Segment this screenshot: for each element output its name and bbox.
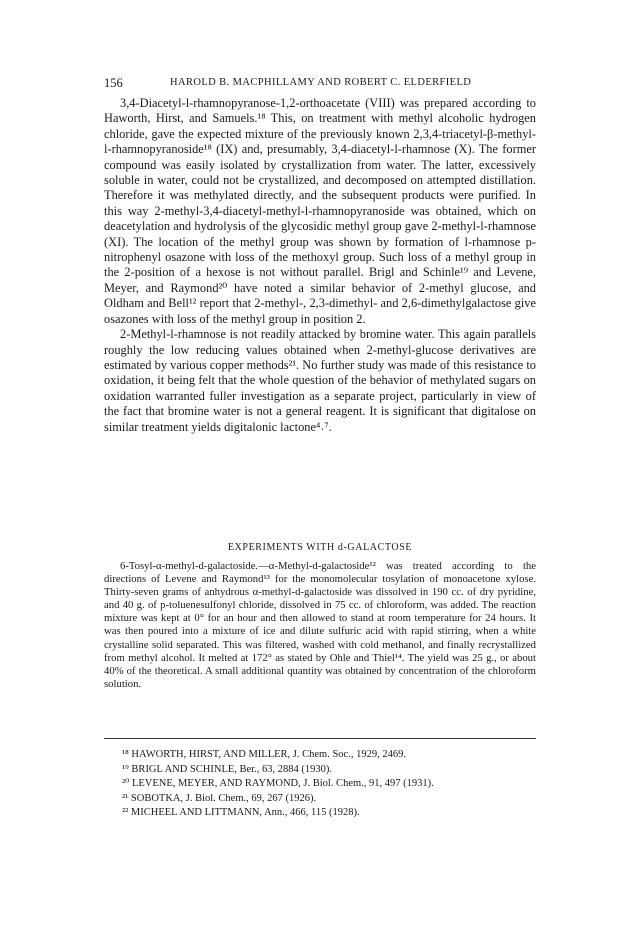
running-title: HAROLD B. MACPHILLAMY AND ROBERT C. ELDERFIELD — [170, 77, 472, 88]
page-number: 156 — [104, 76, 123, 90]
paragraph: 3,4-Diacetyl-l-rhamnopyranose-1,2-orthoacetate (VIII) was prepared according to Haworth, Hirst, and Samuels.¹⁸ This, on treatment with methyl alcoholic hydrogen chloride, gave the expected mixture of the previously known 2,3,4-triacetyl-β-methyl-l-rhamnopyranoside¹⁸ (IX) and, presumably, 3,4-diacetyl-l-rhamnose (X). The former compound was easily isolated by crystallization from water. The latter, excessively soluble in water, could not be crystallized, and decomposed on attempted distillation. Therefore it was methylated directly, and the subsequent products were purified. In this way 2-methyl-3,4-diacetyl-methyl-l-rhamnopyranoside was obtained, which on deacetylation and hydrolysis of the glycosidic methyl group gave 2-methyl-l-rhamnose (XI). The location of the methyl group was shown by formation of l-rhamnose p-nitrophenyl osazone with loss of the methoxyl group. Such loss of a methyl group in the 2-position of a hexose is not without parallel. Brigl and Schinle¹⁹ and Levene, Meyer, and Raymond²⁰ have noted a similar behavior of 2-methyl glucose, and Oldham and Bell¹² report that 2-methyl-, 2,3-dimethyl- and 2,6-dimethylgalactose give osazones with loss of the methyl group in position 2. — [104, 96, 536, 326]
footnote: ¹⁸ HAWORTH, HIRST, AND MILLER, J. Chem. Soc., 1929, 2469. — [122, 749, 406, 760]
footnote: ¹⁹ BRIGL AND SCHINLE, Ber., 63, 2884 (1930). — [122, 763, 332, 775]
footnote: ²⁰ LEVENE, MEYER, AND RAYMOND, J. Biol. Chem., 91, 497 (1931). — [122, 778, 434, 790]
footnote: ²¹ SOBOTKA, J. Biol. Chem., 69, 267 (1926). — [122, 792, 317, 804]
footnote: ²² MICHEEL AND LITTMANN, Ann., 466, 115 (1928). — [122, 807, 360, 819]
experimental-paragraph: 6-Tosyl-α-methyl-d-galactoside.—α-Methyl-d-galactoside¹² was treated according to the directions of Levene and Raymond¹³ for the monomolecular tosylation of monoacetone xylose. Thirty-seven grams of anhydrous α-methyl-d-galactoside was dissolved in 190 cc. of dry pyridine, and 40 g. of p-toluenesulfonyl chloride, dissolved in 75 cc. of chloroform, was added. The reaction mixture was kept at 0° for an hour and then allowed to stand at room temperature for 24 hours. It was then poured into a mixture of ice and dilute sulfuric acid with rapid stirring, when a white crystalline solid separated. This was filtered, washed with cold methanol, and finally recrystallized from methyl alcohol. It melted at 172° as stated by Ohle and Thiel¹⁴. The yield was 25 g., or about 40% of the theoretical. A small additional quantity was obtained by concentration of the chloroform solution. — [104, 560, 536, 690]
section-heading: EXPERIMENTS WITH d-GALACTOSE — [227, 542, 413, 553]
experimental-section — [104, 560, 536, 691]
paragraph: 2-Methyl-l-rhamnose is not readily attacked by bromine water. This again parallels roughly the low reducing values obtained when 2-methyl-glucose derivatives are estimated by various copper methods²¹. No further study was made of this resistance to oxidation, it being felt that the whole question of the behavior of methylated sugars on oxidation warranted fuller investigation as a separate project, particularly in view of the fact that bromine water is not a general reagent. It is significant that digitalose on similar treatment yields digitalonic lactone⁴˒⁷. — [104, 327, 536, 434]
footnote-divider — [104, 738, 536, 739]
footnotes — [104, 748, 536, 821]
body-text — [104, 96, 536, 435]
